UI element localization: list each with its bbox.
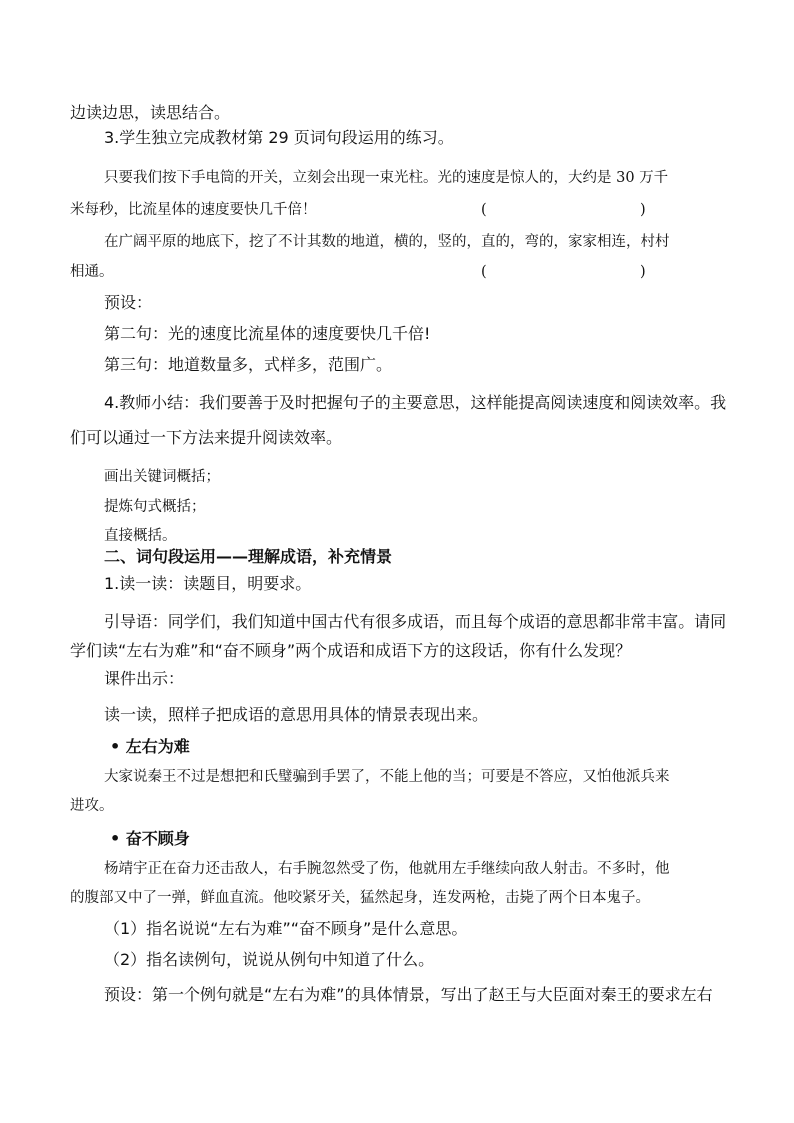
idiom-example-line: 杨靖宇正在奋力还击敌人，右手腕忽然受了伤，他就用左手继续向敌人射击。不多时，他	[104, 861, 670, 877]
section-heading: 二、词句段运用——理解成语，补充情景	[104, 547, 393, 566]
method-item: 直接概括。	[104, 528, 177, 544]
text-line: 边读边思，读思结合。	[70, 103, 231, 122]
text-line: 预设：第一个例句就是“左右为难”的具体情景，写出了赵王与大臣面对秦王的要求左右	[104, 985, 713, 1004]
text-line: 第二句：光的速度比流星体的速度要快几千倍!	[104, 324, 431, 343]
answer-blank-close: )	[640, 264, 646, 280]
example-sentence-line: 相通。	[70, 264, 114, 280]
text-line: 3.学生独立完成教材第 29 页词句段运用的练习。	[104, 128, 454, 147]
idiom-example-line: 进攻。	[70, 798, 114, 814]
text-line: 课件出示：	[104, 669, 185, 688]
example-sentence-line: 只要我们按下手电筒的开关，立刻会出现一束光柱。光的速度是惊人的，大约是 30 万千	[104, 170, 669, 186]
example-sentence-line: 在广阔平原的地底下，挖了不计其数的地道，横的，竖的，直的，弯的，家家相连，村村	[104, 234, 670, 250]
text-line: 第三句：地道数量多，式样多，范围广。	[104, 355, 393, 374]
text-line: 读一读，照样子把成语的意思用具体的情景表现出来。	[104, 705, 489, 724]
question-item: （1）指名说说“左右为难”“奋不顾身”是什么意思。	[104, 919, 468, 938]
text-line: 引导语：同学们，我们知道中国古代有很多成语，而且每个成语的意思都非常丰富。请同	[104, 612, 727, 631]
answer-blank-open: (	[481, 202, 487, 218]
idiom-example-line: 的腹部又中了一弹，鲜血直流。他咬紧牙关，猛然起身，连发两枪，击毙了两个日本鬼子。	[70, 890, 650, 906]
example-sentence-line: 米每秒，比流星体的速度要快几千倍！	[70, 202, 317, 218]
text-line: 1.读一读：读题目，明要求。	[104, 574, 312, 593]
method-item: 画出关键词概括；	[104, 469, 220, 485]
text-line: 4.教师小结：我们要善于及时把握句子的主要意思，这样能提高阅读速度和阅读效率。我	[104, 393, 727, 412]
idiom-heading: • 左右为难	[110, 737, 190, 756]
answer-blank-close: )	[640, 202, 646, 218]
method-item: 提炼句式概括；	[104, 499, 206, 515]
text-line: 预设：	[104, 293, 153, 312]
text-line: 学们读“左右为难”和“奋不顾身”两个成语和成语下方的这段话，你有什么发现？	[70, 641, 632, 660]
answer-blank-open: (	[481, 264, 487, 280]
question-item: （2）指名读例句，说说从例句中知道了什么。	[104, 950, 435, 969]
idiom-heading: • 奋不顾身	[110, 829, 190, 848]
text-line: 们可以通过一下方法来提升阅读效率。	[70, 428, 343, 447]
idiom-example-line: 大家说秦王不过是想把和氏璧骗到手罢了，不能上他的当；可要是不答应，又怕他派兵来	[104, 769, 670, 785]
